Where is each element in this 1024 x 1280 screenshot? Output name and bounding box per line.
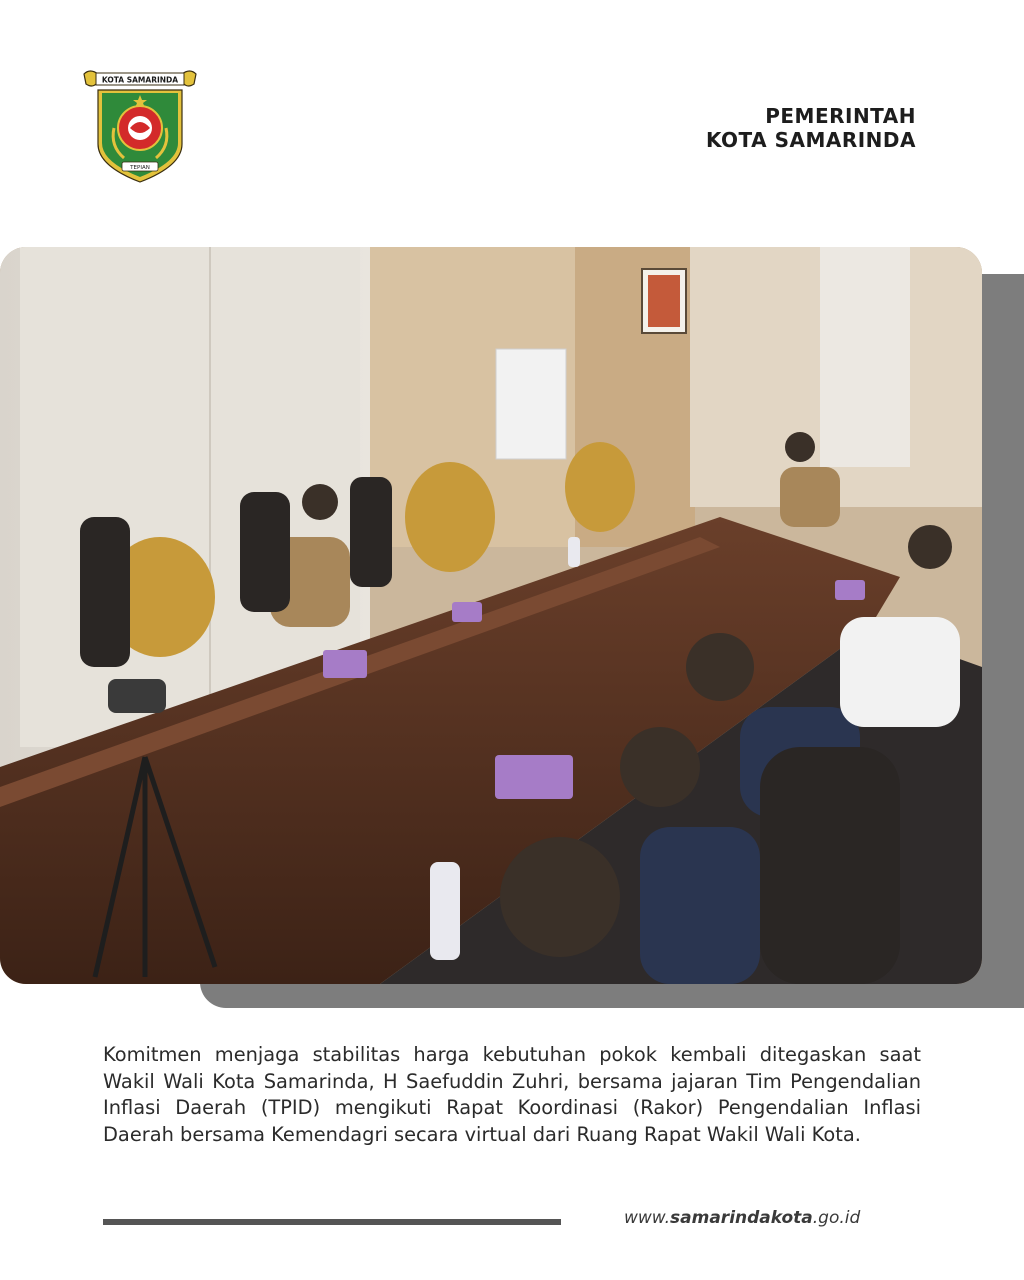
caption [103, 1042, 921, 1148]
city-emblem-icon [80, 66, 200, 188]
meeting-photo [0, 247, 982, 984]
page-title [706, 104, 916, 152]
website-link[interactable] [624, 1208, 860, 1228]
caption-text: Komitmen menjaga stabilitas harga kebutuhan pokok kembali ditegaskan saat Wakil Wali Kota Samarinda, H Saefuddin Zuhri, bersama jajaran Tim Pengendalian Inflasi Daerah (TPID) mengikuti Rapat Koordinasi (Rakor) Pengendalian Inflasi Daerah bersama Kemendagri secara virtual dari Ruang Rapat Wakil Wali Kota. [103, 1043, 921, 1146]
header-line-1: PEMERINTAH [765, 104, 916, 128]
url-bold: samarindakota [670, 1208, 813, 1228]
url-suffix: .go.id [812, 1208, 861, 1228]
city-logo [80, 66, 200, 188]
meeting-scene-image [0, 247, 982, 984]
footer-divider [103, 1219, 561, 1225]
url-prefix: www. [624, 1208, 671, 1228]
logo-banner-text: KOTA SAMARINDA [101, 75, 179, 85]
logo-bottom-text: TEPIAN [130, 165, 150, 171]
header-line-2: KOTA SAMARINDA [705, 128, 916, 152]
